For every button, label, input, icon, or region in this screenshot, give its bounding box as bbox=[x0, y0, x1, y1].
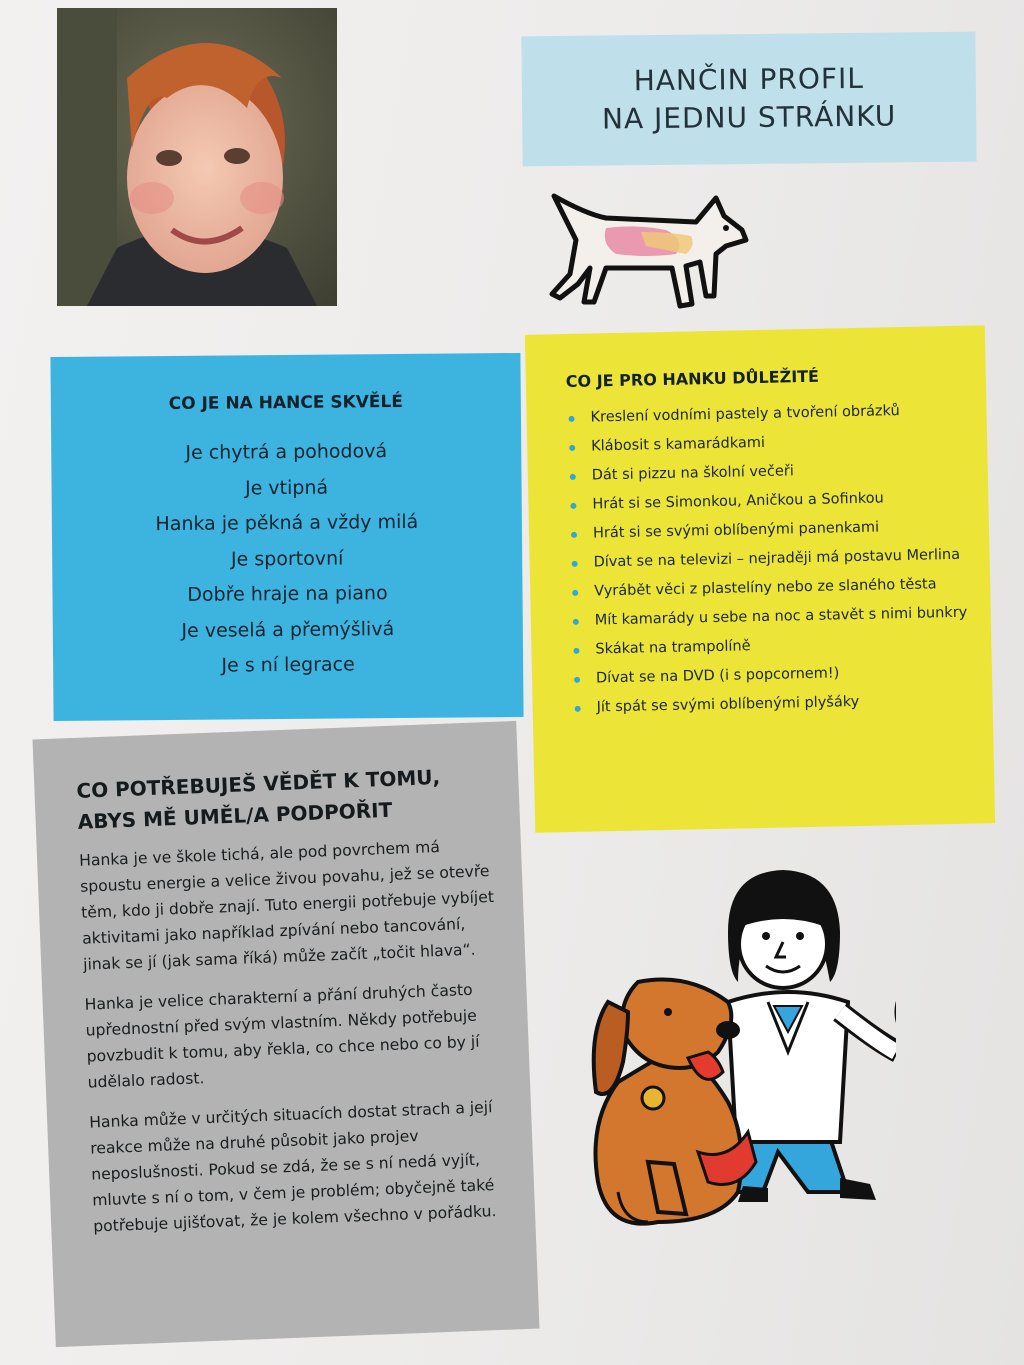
important-item bbox=[570, 688, 970, 721]
important-item bbox=[567, 514, 967, 547]
great-quality-item: Je sportovní bbox=[230, 547, 344, 570]
great-quality-item: Je chytrá a pohodová bbox=[185, 440, 388, 464]
girl-portrait-icon bbox=[57, 8, 337, 306]
important-item bbox=[566, 485, 966, 518]
bullet-icon bbox=[569, 416, 575, 422]
important-item-text: Hrát si se svými oblíbenými panenkami bbox=[592, 519, 880, 542]
page-title-line-2: NA JEDNU STRÁNKU bbox=[601, 99, 897, 136]
great-quality-item: Je vtipná bbox=[244, 476, 329, 499]
important-item-text: Vyrábět věci z plastelíny nebo ze slaného těsta bbox=[594, 576, 937, 600]
important-item-text: Klábosit s kamarádkami bbox=[591, 434, 766, 455]
bullet-icon bbox=[570, 503, 576, 509]
girl-photo bbox=[57, 8, 337, 306]
important-item-text: Dívat se na televizi – nejraději má postavu Merlina bbox=[593, 546, 961, 571]
important-item-text: Jít spát se svými oblíbenými plyšáky bbox=[596, 693, 860, 716]
important-item bbox=[569, 601, 969, 634]
bullet-icon bbox=[572, 561, 578, 567]
great-quality-item: Je s ní legrace bbox=[221, 653, 355, 677]
bullet-icon bbox=[572, 590, 578, 596]
dog-icon bbox=[546, 184, 756, 324]
important-things-list bbox=[564, 398, 971, 725]
important-item-text: Dívat se na DVD (i s popcornem!) bbox=[595, 665, 840, 687]
important-item-text: Skákat na trampolíně bbox=[595, 638, 751, 658]
great-qualities-list bbox=[51, 433, 523, 686]
important-item bbox=[564, 398, 964, 431]
great-qualities-box bbox=[50, 353, 523, 721]
important-item bbox=[567, 543, 967, 576]
support-paragraph: Hanka může v určitých situacích dostat strach a její reakce může na druhé působit jako projev neposlušnosti. Pokud se zdá, že se s ní nedá vyjít, mluvte s ní o tom, v čem je problém; obyčejně také potřebuje ujišťovat, že je kolem všechno v pořádku. bbox=[88, 1098, 497, 1236]
bullet-icon bbox=[573, 619, 579, 625]
important-item-text: Hrát si se Simonkou, Aničkou a Sofinkou bbox=[592, 490, 884, 513]
great-quality-item: Je veselá a přemýšlivá bbox=[181, 617, 395, 642]
important-item-text: Mít kamarády u sebe na noc a stavět s nimi bunkry bbox=[594, 604, 968, 629]
important-item-text: Dát si pizzu na školní večeři bbox=[591, 463, 794, 484]
bullet-icon bbox=[574, 677, 580, 683]
important-item bbox=[569, 630, 969, 663]
important-item bbox=[568, 572, 968, 605]
important-item bbox=[570, 659, 970, 692]
vet-with-dog-illustration bbox=[578, 862, 896, 1240]
support-info-body bbox=[79, 832, 512, 1254]
important-item bbox=[565, 427, 965, 460]
bullet-icon bbox=[573, 648, 579, 654]
great-qualities-title: CO JE NA HANCE SKVĚLÉ bbox=[168, 391, 404, 415]
bullet-icon bbox=[575, 706, 581, 712]
support-paragraph: Hanka je velice charakterní a přání druhých často upřednostní před svým vlastním. Někdy potřebuje povzbudit k tomu, aby řekla, co chce nebo co by jí udělalo radost. bbox=[84, 980, 480, 1092]
great-quality-item: Hanka je pěkná a vždy milá bbox=[155, 510, 419, 536]
important-things-box bbox=[525, 325, 995, 833]
bullet-icon bbox=[571, 532, 577, 538]
important-things-title: CO JE PRO HANKU DŮLEŽITÉ bbox=[565, 366, 820, 392]
page-title-box bbox=[521, 32, 976, 167]
page-title-line-1: HANČIN PROFIL bbox=[633, 61, 865, 98]
support-info-box bbox=[33, 721, 540, 1347]
important-item bbox=[566, 456, 966, 489]
support-info-title: CO POTŘEBUJEŠ VĚDĚT K TOMU, ABYS MĚ UMĚL/A PODPOŘIT bbox=[76, 764, 441, 834]
great-quality-item: Dobře hraje na piano bbox=[187, 582, 388, 606]
important-item-text: Kreslení vodními pastely a tvoření obrázků bbox=[590, 403, 900, 426]
bullet-icon bbox=[569, 445, 575, 451]
support-paragraph: Hanka je ve škole tichá, ale pod povrchem má spoustu energie a velice živou povahu, jež se otevře těm, kdo ji dobře znají. Tuto energii potřebuje vybíjet aktivitami jako například zpívání nebo tancování, jinak se jí (jak sama říká) může začít „točit hlava“. bbox=[78, 837, 495, 974]
bullet-icon bbox=[570, 474, 576, 480]
